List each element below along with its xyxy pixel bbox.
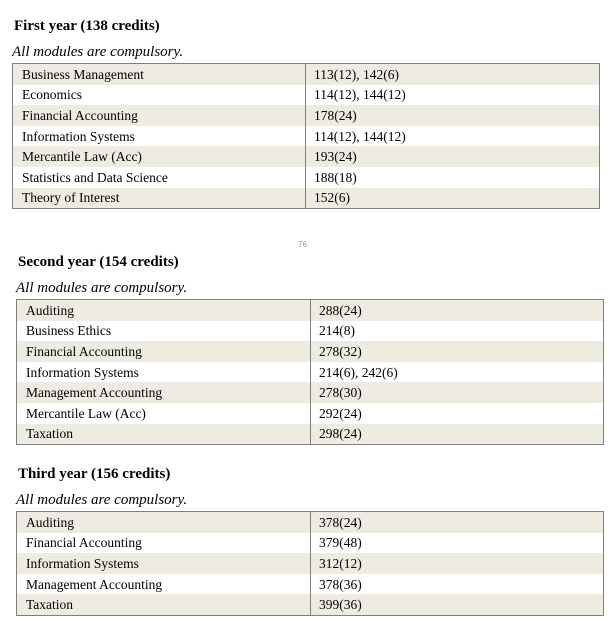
- table-row: [17, 533, 604, 554]
- module-codes: 214(6), 242(6): [311, 362, 604, 383]
- table-row: [17, 424, 604, 445]
- table-row: [17, 594, 604, 615]
- module-codes: 399(36): [311, 594, 604, 615]
- second-year-section: [16, 252, 604, 445]
- section-note: All modules are compulsory.: [12, 44, 184, 60]
- table-row: [13, 126, 600, 147]
- module-name: Information Systems: [13, 126, 306, 147]
- module-codes: 188(18): [306, 167, 600, 188]
- module-codes: 152(6): [306, 188, 600, 209]
- table-row: [17, 321, 604, 342]
- table-row: [17, 512, 604, 533]
- table-row: [13, 85, 600, 106]
- third-year-section: [16, 464, 604, 616]
- module-name: Financial Accounting: [13, 105, 306, 126]
- module-codes: 114(12), 144(12): [306, 126, 600, 147]
- table-row: [17, 300, 604, 321]
- section-heading: Third year (156 credits): [18, 466, 171, 482]
- module-codes: 378(36): [311, 574, 604, 595]
- module-name: Information Systems: [17, 553, 311, 574]
- modules-table: [16, 511, 604, 616]
- module-codes: 113(12), 142(6): [306, 64, 600, 85]
- module-name: Auditing: [17, 300, 311, 321]
- table-row: [13, 167, 600, 188]
- module-codes: 292(24): [311, 403, 604, 424]
- module-name: Economics: [13, 85, 306, 106]
- table-row: [17, 553, 604, 574]
- module-codes: 278(30): [311, 382, 604, 403]
- section-heading: First year (138 credits): [14, 18, 160, 34]
- table-row: [17, 341, 604, 362]
- module-name: Financial Accounting: [17, 533, 311, 554]
- module-codes: 178(24): [306, 105, 600, 126]
- module-name: Management Accounting: [17, 574, 311, 595]
- module-name: Financial Accounting: [17, 341, 311, 362]
- module-codes: 278(32): [311, 341, 604, 362]
- module-codes: 193(24): [306, 146, 600, 167]
- table-row: [13, 146, 600, 167]
- table-row: [17, 382, 604, 403]
- table-row: [17, 362, 604, 383]
- module-name: Theory of Interest: [13, 188, 306, 209]
- table-row: [13, 105, 600, 126]
- module-name: Business Management: [13, 64, 306, 85]
- module-name: Statistics and Data Science: [13, 167, 306, 188]
- module-name: Information Systems: [17, 362, 311, 383]
- page-number: 76: [298, 240, 307, 249]
- module-name: Mercantile Law (Acc): [17, 403, 311, 424]
- module-codes: 298(24): [311, 424, 604, 445]
- first-year-section: [12, 16, 600, 209]
- module-name: Mercantile Law (Acc): [13, 146, 306, 167]
- section-heading: Second year (154 credits): [18, 254, 179, 270]
- module-codes: 378(24): [311, 512, 604, 533]
- module-codes: 288(24): [311, 300, 604, 321]
- modules-table: [12, 63, 600, 209]
- section-note: All modules are compulsory.: [16, 492, 188, 508]
- modules-table: [16, 299, 604, 445]
- table-row: [13, 64, 600, 85]
- section-note: All modules are compulsory.: [16, 280, 188, 296]
- table-row: [17, 403, 604, 424]
- module-name: Management Accounting: [17, 382, 311, 403]
- table-row: [17, 574, 604, 595]
- module-codes: 312(12): [311, 553, 604, 574]
- module-codes: 114(12), 144(12): [306, 85, 600, 106]
- table-row: [13, 188, 600, 209]
- module-name: Auditing: [17, 512, 311, 533]
- module-name: Taxation: [17, 594, 311, 615]
- module-codes: 214(8): [311, 321, 604, 342]
- module-name: Taxation: [17, 424, 311, 445]
- module-name: Business Ethics: [17, 321, 311, 342]
- module-codes: 379(48): [311, 533, 604, 554]
